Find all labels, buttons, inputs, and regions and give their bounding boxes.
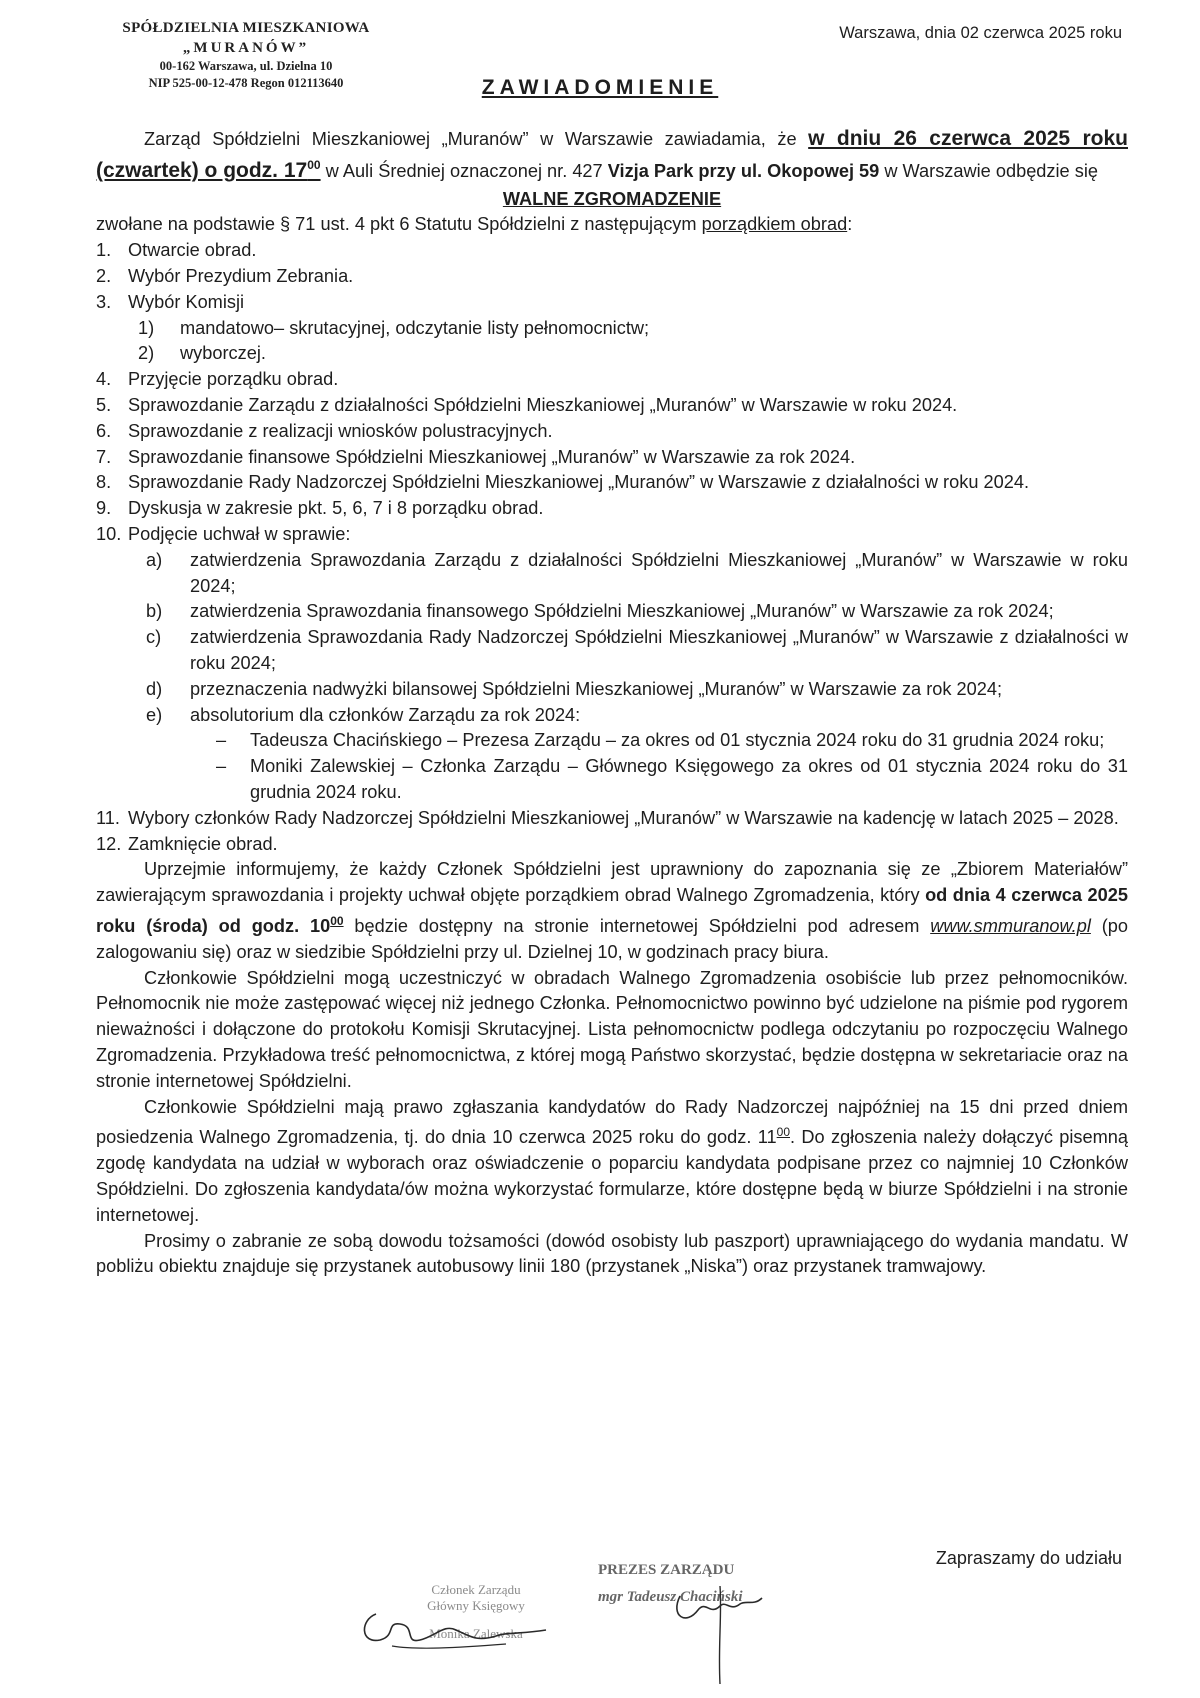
signature-right-name: mgr Tadeusz Chaciński [598,1589,743,1605]
signature-left-role: Członek Zarządu [431,1582,521,1597]
agenda-subitem [96,677,1128,703]
agenda-subitem-number: 2) [138,343,155,364]
agenda-item [96,290,1128,316]
agenda-dash-item [96,754,1128,806]
agenda-subitem [96,599,1128,625]
stamp-line-address: 00-162 Warszawa, ul. Dzielna 10 [159,59,333,73]
agenda-item-text: Otwarcie obrad. [128,240,257,261]
agenda-dash-item [96,728,1128,754]
agenda-item-text: Sprawozdanie Zarządu z działalności Spółdzielni Mieszkaniowej „Muranów” w Warszawie w roku 2024. [128,394,958,415]
candidates-paragraph [96,1095,1128,1229]
agenda-subitem [96,341,1128,367]
dash-bullet: – [216,756,227,777]
materials-time-minutes: 00 [330,913,344,928]
intro-text-5: w Warszawie odbędzie się [879,160,1098,181]
stamp-line-brand: „MURANÓW” [182,40,310,56]
intro-text-3: w Auli Średniej oznaczonej nr. 427 [320,160,608,181]
id-paragraph: Prosimy o zabranie ze sobą dowodu tożsamości (dowód osobisty lub paszport) uprawniającego do wydania mandatu. W pobliżu obiektu znajduje się przystanek autobusowy linii 180 (przystanek „Niska”) oraz przystanek tramwajowy. [96,1230,1128,1277]
agenda-item-text: Podjęcie uchwał w sprawie: [128,523,351,544]
agenda-intro-colon: : [847,214,853,235]
meeting-date-text: w dniu 26 czerwca 2025 roku (czwartek) o godz. 17 [96,127,1128,182]
agenda-item [96,470,1128,496]
signature-left-name: Monika Zalewska [429,1626,523,1641]
materials-date-text: od dnia 4 czerwca 2025 roku (środa) od godz. 10 [96,885,1128,936]
meeting-time-minutes: 00 [307,157,321,172]
agenda-subitem-text: absolutorium dla członków Zarządu za rok 2024: [190,704,581,725]
handwritten-signature-right [650,1566,770,1686]
agenda-item-number: 3. [96,291,112,312]
agenda-item [96,393,1128,419]
agenda-item-text: Wybór Prezydium Zebrania. [128,265,354,286]
agenda-item [96,238,1128,264]
agenda-item [96,496,1128,522]
agenda-subitem [96,703,1128,729]
materials-text-3: będzie dostępny na stronie internetowej Spółdzielni pod adresem [343,915,931,936]
agenda-item [96,419,1128,445]
closing-invitation: Zapraszamy do udziału [935,1548,1122,1568]
agenda-item [96,445,1128,471]
document-body [96,126,1128,1280]
agenda-subitem [96,316,1128,342]
agenda-subitem-number: 1) [138,317,155,338]
materials-text-4: (po zalogowaniu się) oraz w siedzibie Spółdzielni przy ul. Dzielnej 10, w godzinach pracy biura. [96,915,1128,962]
meeting-venue: Vizja Park przy ul. Okopowej 59 [607,160,880,181]
agenda-item-text: Dyskusja w zakresie pkt. 5, 6, 7 i 8 porządku obrad. [128,498,544,519]
agenda-intro [96,212,1128,238]
agenda-item-text: Sprawozdanie finansowe Spółdzielni Mieszkaniowej „Muranów” w Warszawie za rok 2024. [128,446,856,467]
agenda-item-number: 12. [96,833,122,854]
agenda-subitem-number: a) [146,549,163,570]
agenda-item-number: 4. [96,369,112,390]
document-date: Warszawa, dnia 02 czerwca 2025 roku [839,24,1122,42]
agenda-dash-text: Moniki Zalewskiej – Członka Zarządu – Głównego Księgowego za okres od 01 stycznia 2024 roku do 31 grudnia 2024 roku. [250,756,1128,802]
agenda-item [96,264,1128,290]
agenda-subitem [96,548,1128,600]
candidates-time-minutes: 00 [776,1125,790,1140]
signature-right-role: PREZES ZARZĄDU [598,1562,735,1578]
agenda-item-number: 9. [96,498,112,519]
agenda-item-number: 5. [96,394,112,415]
agenda-intro-underlined: porządkiem obrad [701,214,848,235]
agenda-item-number: 8. [96,472,112,493]
candidates-text-2: . Do zgłoszenia należy dołączyć pisemną zgodę kandydata na udział w wyborach oraz oświadczenie o poparciu kandydata podpisane przez co najmniej 10 Członków Spółdzielni. Do zgłoszenia kandydata/ów można wykorzystać formularze, które dostępne będą w biurze Spółdzielni i na stronie internetowej. [96,1127,1128,1225]
agenda-item [96,522,1128,548]
agenda-intro-text: zwołane na podstawie § 71 ust. 4 pkt 6 Statutu Spółdzielni z następującym [96,214,702,235]
agenda-dash-text: Tadeusza Chacińskiego – Prezesa Zarządu – za okres od 01 stycznia 2024 roku do 31 grudnia 2024 roku; [250,730,1105,751]
agenda-item [96,367,1128,393]
agenda-item-number: 7. [96,446,112,467]
intro-text-1: Zarząd Spółdzielni Mieszkaniowej „Muranów” w Warszawie zawiadamia, że [144,129,809,149]
agenda-subitem-text: zatwierdzenia Sprawozdania finansowego Spółdzielni Mieszkaniowej „Muranów” w Warszawie za rok 2024; [190,601,1054,622]
agenda-item-text: Sprawozdanie z realizacji wniosków polustracyjnych. [128,420,553,441]
document-title: ZAWIADOMIENIE [481,76,719,99]
agenda-item-number: 11. [96,807,120,828]
materials-paragraph [96,857,1128,965]
agenda-item [96,806,1128,832]
website-link[interactable]: www.smmuranow.pl [930,915,1091,936]
agenda-item-number: 2. [96,265,112,286]
dash-bullet: – [216,730,227,751]
stamp-line-name: SPÓŁDZIELNIA MIESZKANIOWA [122,20,370,36]
candidates-text-1: Członkowie Spółdzielni mają prawo zgłaszania kandydatów do Rady Nadzorczej najpóźniej na 15 dni przed dniem posiedzenia Walnego Zgromadzenia, tj. do dnia 10 czerwca 2025 roku do godz. 11 [96,1096,1128,1148]
agenda-subitem [96,625,1128,677]
agenda-subitem-text: mandatowo– skrutacyjnej, odczytanie listy pełnomocnictw; [180,317,650,338]
materials-text-1: Uprzejmie informujemy, że każdy Członek Spółdzielni jest uprawniony do zapoznania się ze „Zbiorem Materiałów” zawierającym sprawozdania i projekty uchwał objęte porządkiem obrad Walnego Zgromadzenia, który [96,859,1128,906]
agenda-subitem-number: c) [146,627,162,648]
agenda-item-text: Zamknięcie obrad. [128,833,278,854]
agenda-item-number: 1. [96,240,112,261]
agenda-item-text: Wybór Komisji [128,291,245,312]
agenda-item-text: Sprawozdanie Rady Nadzorczej Spółdzielni Mieszkaniowej „Muranów” w Warszawie z działalności w roku 2024. [128,472,1030,493]
agenda-subitem-text: przeznaczenia nadwyżki bilansowej Spółdzielni Mieszkaniowej „Muranów” w Warszawie za rok 2024; [190,678,1003,699]
agenda-item [96,832,1128,858]
handwritten-signature-left [356,1600,556,1660]
proxy-paragraph: Członkowie Spółdzielni mogą uczestniczyć w obradach Walnego Zgromadzenia osobiście lub przez pełnomocników. Pełnomocnik nie może zastępować więcej niż jednego Członka. Pełnomocnictwo powinno być udzielone na piśmie pod rygorem nieważności i dołączone do protokołu Komisji Skrutacyjnej. Lista pełnomocnictw podlega odczytaniu po rozpoczęciu Walnego Zgromadzenia. Przykładowa treść pełnomocnictwa, z której mogą Państwo skorzystać, będzie dostępna w sekretariacie oraz na stronie internetowej Spółdzielni. [96,967,1128,1091]
agenda-list [96,238,1128,857]
signature-left-function: Główny Księgowy [427,1598,525,1613]
assembly-title: WALNE ZGROMADZENIE [502,188,722,209]
agenda-item-text: Wybory członków Rady Nadzorczej Spółdzielni Mieszkaniowej „Muranów” w Warszawie na kadencję w latach 2025 – 2028. [128,807,1119,828]
intro-paragraph [96,126,1128,185]
stamp-line-ids: NIP 525-00-12-478 Regon 012113640 [148,76,344,90]
agenda-subitem-text: wyborczej. [180,343,266,364]
agenda-item-text: Przyjęcie porządku obrad. [128,369,339,390]
agenda-subitem-text: zatwierdzenia Sprawozdania Rady Nadzorczej Spółdzielni Mieszkaniowej „Muranów” w Warszawie z działalności w roku 2024; [190,627,1128,673]
agenda-subitem-number: d) [146,678,163,699]
agenda-subitem-number: b) [146,601,163,622]
agenda-item-number: 6. [96,420,112,441]
agenda-subitem-number: e) [146,704,163,725]
agenda-subitem-text: zatwierdzenia Sprawozdania Zarządu z działalności Spółdzielni Mieszkaniowej „Muranów” w Warszawie w roku 2024; [190,549,1128,596]
agenda-item-number: 10. [96,523,122,544]
